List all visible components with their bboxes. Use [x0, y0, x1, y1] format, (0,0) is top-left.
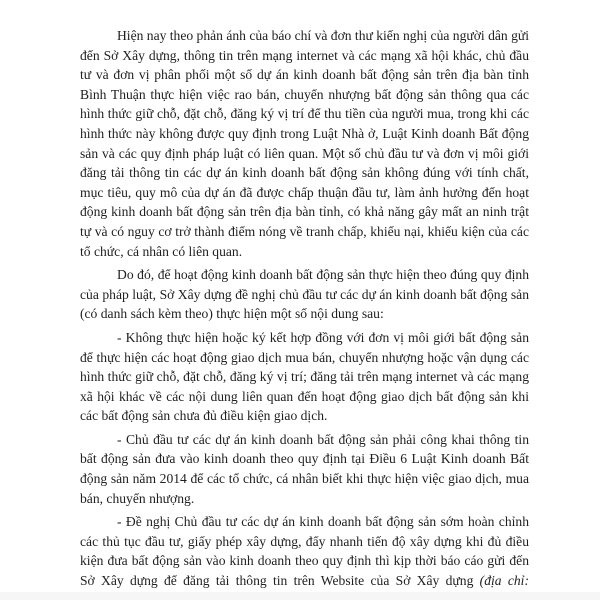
list-item-3	[80, 512, 529, 590]
text-line: Do đó, để hoạt động kinh doanh bất động sản thực hiện theo đúng quy định	[117, 267, 529, 283]
text-line: (có danh sách kèm theo) thực hiện một số nội dung sau:	[80, 306, 384, 322]
text-line: - Không thực hiện hoặc ký kết hợp đồng với đơn vị môi giới bất động sản	[117, 329, 529, 345]
text-line: tự và có nguy cơ trở thành điểm nóng về tranh chấp, khiếu nại, khiếu kiện của các	[80, 223, 529, 239]
document-body	[80, 26, 529, 595]
text-line: động sản năm 2014 để các tổ chức, cá nhân biết khi thực hiện việc giao dịch, mua	[80, 471, 529, 487]
text-line: Hiện nay theo phản ánh của báo chí và đơn thư kiến nghị của người dân gửi	[117, 28, 529, 43]
text-line: đến Sở Xây dựng, thông tin trên mạng internet và các mạng xã hội khác, chủ đầu	[80, 47, 529, 63]
text-line: hình thức này không được quy định trong Luật Nhà ở, Luật Kinh doanh Bất động	[80, 125, 529, 141]
address-label: (địa chỉ:	[479, 573, 529, 589]
text-line: đăng tải thông tin các dự án kinh doanh bất động sản không đúng với tính chất,	[80, 165, 529, 181]
text-line: tổ chức, cá nhân có liên quan.	[80, 243, 243, 259]
text-line: các bất động sản chưa đủ điều kiện giao dịch.	[80, 408, 328, 424]
list-item-2	[80, 430, 529, 508]
text-line: hình thức giữ chỗ, đặt chỗ, đăng ký vị trí để thu tiền của người mua, trong khi các	[80, 106, 529, 122]
list-item-1	[80, 328, 529, 426]
text-line-with-address	[80, 571, 529, 591]
text-line: hình thức giữ chỗ, đặt chỗ, đăng ký vị trí; đăng tải trên mạng internet và các mạng	[80, 369, 529, 385]
text-line: - Chủ đầu tư các dự án kinh doanh bất động sản phải công khai thông tin	[117, 431, 529, 447]
text-line: động kinh doanh bất động sản trên địa bàn tỉnh, có khả năng gây mất an ninh trật	[80, 204, 529, 220]
text-line: sản và các quy định pháp luật có liên quan. Một số chủ đầu tư và đơn vị môi giới	[80, 145, 529, 161]
text-line: Bình Thuận thực hiện việc rao bán, chuyển nhượng bất động sản thông qua các	[80, 86, 529, 102]
text-segment: Sở Xây dựng để đăng tải thông tin trên Website của Sở Xây dựng	[80, 573, 474, 589]
text-line: mục tiêu, quy mô của dự án đã được chấp thuận đầu tư, làm ảnh hưởng đến hoạt	[80, 184, 529, 200]
text-line: của pháp luật, Sở Xây dựng đề nghị chủ đầu tư các dự án kinh doanh bất động sản	[80, 286, 529, 302]
page-bottom-edge	[0, 592, 600, 600]
text-line: bán, chuyển nhượng.	[80, 490, 195, 506]
paragraph-intro	[80, 26, 529, 261]
text-line: bất động sản đưa vào kinh doanh theo quy định tại Điều 6 Luật Kinh doanh Bất	[80, 451, 529, 467]
text-line: kiện đưa bất động sản vào kinh doanh theo quy định thì kịp thời báo cáo gửi đến	[80, 553, 529, 569]
text-line: các thủ tục đầu tư, giấy phép xây dựng, đẩy nhanh tiến độ xây dựng khi đủ điều	[80, 533, 529, 549]
text-line: tư và đơn vị phân phối một số dự án kinh doanh bất động sản trên địa bàn tỉnh	[80, 67, 529, 83]
text-line: - Đề nghị Chủ đầu tư các dự án kinh doanh bất động sản sớm hoàn chỉnh	[117, 514, 529, 530]
paragraph-request	[80, 265, 529, 324]
text-line: xã hội khác về các nội dung liên quan đến hoạt động giao dịch bất động sản khi	[80, 388, 529, 404]
text-line: để thực hiện các hoạt động giao dịch mua bán, chuyển nhượng hoặc vận dụng các	[80, 349, 529, 365]
